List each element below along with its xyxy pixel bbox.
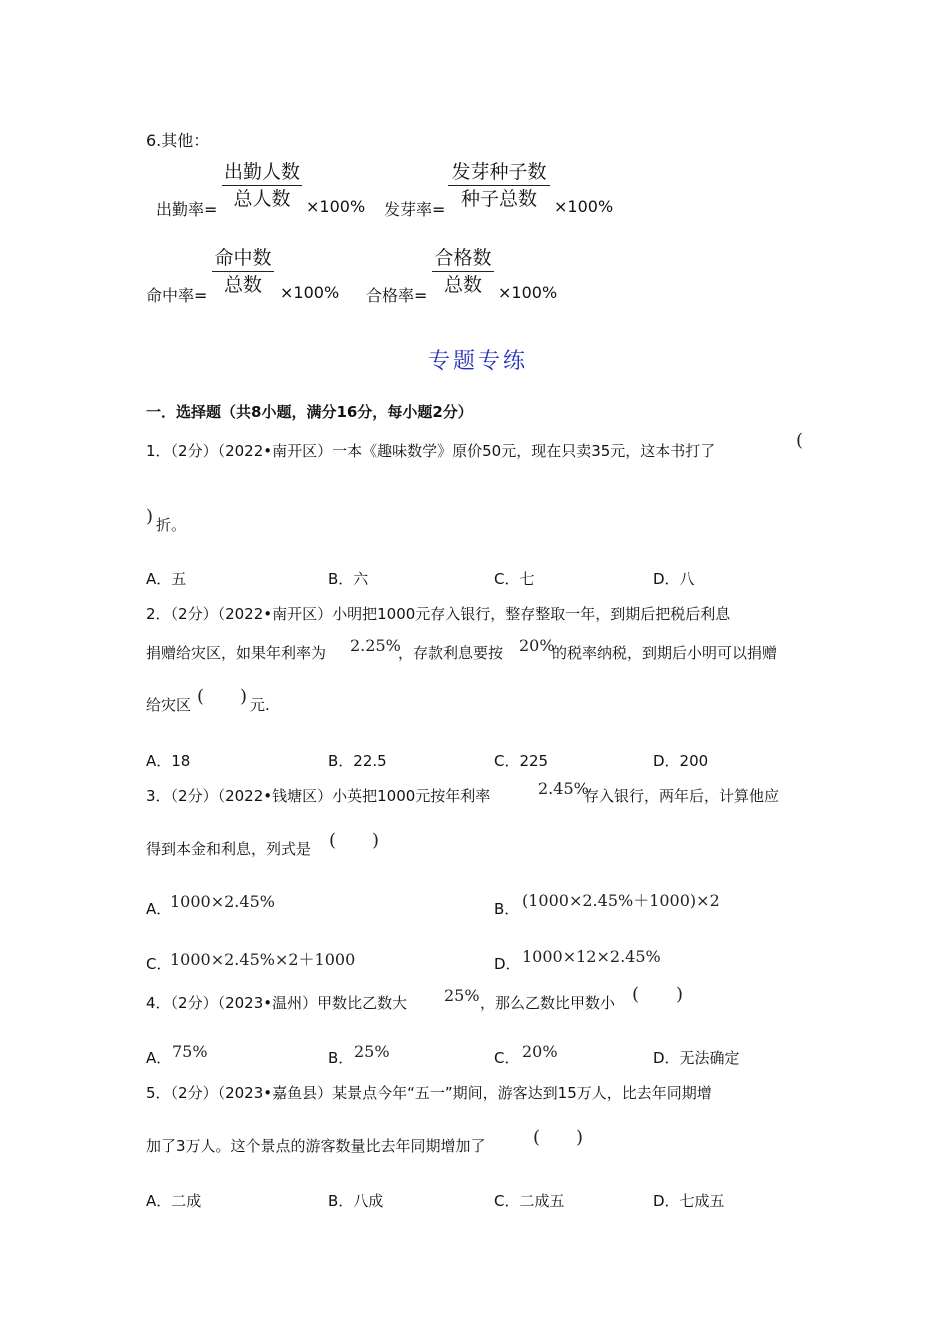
question-4-close-paren: ) [676, 984, 684, 1005]
pass-rate-label: 合格率= [366, 286, 428, 305]
question-2-line-3b: 元. [250, 696, 270, 714]
germination-rate-multiplier: ×100% [554, 197, 614, 216]
question-2-line-2a: 捐赠给灾区，如果年利率为 [146, 644, 327, 662]
germination-rate-fraction [448, 160, 550, 211]
fraction-bar [432, 271, 494, 272]
option-d: D．七成五 [653, 1192, 725, 1210]
option-a: A．18 [146, 752, 191, 770]
question-2-line-1: 2．（2分）（2022•南开区）小明把1000元存入银行，整存整取一年，到期后把税后利息 [146, 605, 731, 623]
question-2-close-paren: ) [240, 686, 248, 707]
hit-rate-multiplier: ×100% [280, 283, 340, 302]
question-3-line-1a: 3．（2分）（2022•钱塘区）小英把1000元按年利率 [146, 787, 491, 805]
fraction-denominator: 总人数 [233, 188, 291, 210]
option-d: D．八 [653, 570, 695, 588]
option-b-expression: 25% [354, 1042, 390, 1061]
fraction-denominator: 种子总数 [460, 188, 537, 210]
attendance-rate-fraction [222, 160, 302, 211]
fraction-bar [448, 185, 550, 186]
question-3-line-2: 得到本金和利息，列式是 [146, 840, 312, 858]
option-a-expression: 1000×2.45% [170, 892, 275, 911]
hit-rate-fraction [212, 246, 274, 297]
fraction-denominator: 总数 [223, 274, 262, 296]
question-2-rate-1: 2.25% [350, 636, 401, 655]
fraction-numerator: 出勤人数 [224, 161, 301, 183]
fraction-numerator: 发芽种子数 [451, 161, 547, 183]
option-b: B．八成 [328, 1192, 384, 1210]
option-c-letter: C． [146, 955, 172, 973]
question-3-line-1b: 存入银行，两年后，计算他应 [584, 787, 780, 805]
option-d-letter: D． [494, 955, 521, 973]
pass-rate-multiplier: ×100% [498, 283, 558, 302]
option-b: B．六 [328, 570, 369, 588]
question-2-open-paren: ( [197, 686, 205, 707]
option-d: D．无法确定 [653, 1049, 740, 1067]
question-4-rate: 25% [444, 986, 480, 1005]
fraction-bar [222, 185, 302, 186]
part1-heading: 一．选择题（共8小题，满分16分，每小题2分） [146, 403, 473, 421]
attendance-rate-multiplier: ×100% [306, 197, 366, 216]
question-5-line-2: 加了3万人。这个景点的游客数量比去年同期增加了 [146, 1137, 486, 1155]
option-b-expression: (1000×2.45%＋1000)×2 [522, 891, 720, 910]
question-3-close-paren: ) [372, 830, 380, 851]
question-2-line-2b: ，存款利息要按 [398, 644, 504, 662]
question-5-open-paren: ( [533, 1127, 541, 1148]
question-4-line-1a: 4．（2分）（2023•温州）甲数比乙数大 [146, 994, 408, 1012]
option-c-expression: 1000×2.45%×2＋1000 [170, 950, 356, 969]
hit-rate-label: 命中率= [146, 286, 208, 305]
option-b-letter: B． [494, 900, 520, 918]
question-4-line-1b: ，那么乙数比甲数小 [480, 994, 616, 1012]
attendance-rate-label: 出勤率= [156, 200, 218, 219]
question-2-rate-2: 20% [519, 636, 555, 655]
option-c-letter: C． [494, 1049, 520, 1067]
option-a: A．二成 [146, 1192, 202, 1210]
fraction-numerator: 合格数 [434, 247, 492, 269]
option-c: C．七 [494, 570, 535, 588]
practice-title: 专题专练 [428, 349, 529, 374]
question-1-open-paren: ( [796, 430, 804, 451]
question-3-open-paren: ( [329, 830, 337, 851]
option-b-letter: B． [328, 1049, 354, 1067]
option-a-letter: A． [146, 1049, 172, 1067]
option-b: B．22.5 [328, 752, 387, 770]
question-3-rate: 2.45% [538, 779, 589, 798]
question-1-line-2-tail: 折。 [156, 516, 187, 534]
fraction-denominator: 总数 [443, 274, 482, 296]
question-5-close-paren: ) [576, 1127, 584, 1148]
germination-rate-label: 发芽率= [384, 200, 446, 219]
question-2-line-3a: 给灾区 [146, 696, 192, 714]
option-c: C．二成五 [494, 1192, 565, 1210]
option-c: C．225 [494, 752, 549, 770]
option-a-letter: A． [146, 900, 172, 918]
option-a: A．五 [146, 570, 187, 588]
section-heading-6: 6.其他： [146, 131, 210, 150]
option-d: D．200 [653, 752, 709, 770]
question-1-line-1: 1．（2分）（2022•南开区）一本《趣味数学》原价50元，现在只卖35元，这本书打了 [146, 442, 716, 460]
fraction-bar [212, 271, 274, 272]
question-2-line-2c: 的税率纳税，到期后小明可以捐赠 [552, 644, 778, 662]
question-4-open-paren: ( [632, 984, 640, 1005]
pass-rate-fraction [432, 246, 494, 297]
question-5-line-1: 5．（2分）（2023•嘉鱼县）某景点今年“五一”期间，游客达到15万人，比去年同期增 [146, 1084, 712, 1102]
fraction-numerator: 命中数 [214, 247, 272, 269]
question-1-close-paren: ) [146, 506, 154, 527]
option-a-expression: 75% [172, 1042, 208, 1061]
option-c-expression: 20% [522, 1042, 558, 1061]
option-d-expression: 1000×12×2.45% [522, 947, 661, 966]
